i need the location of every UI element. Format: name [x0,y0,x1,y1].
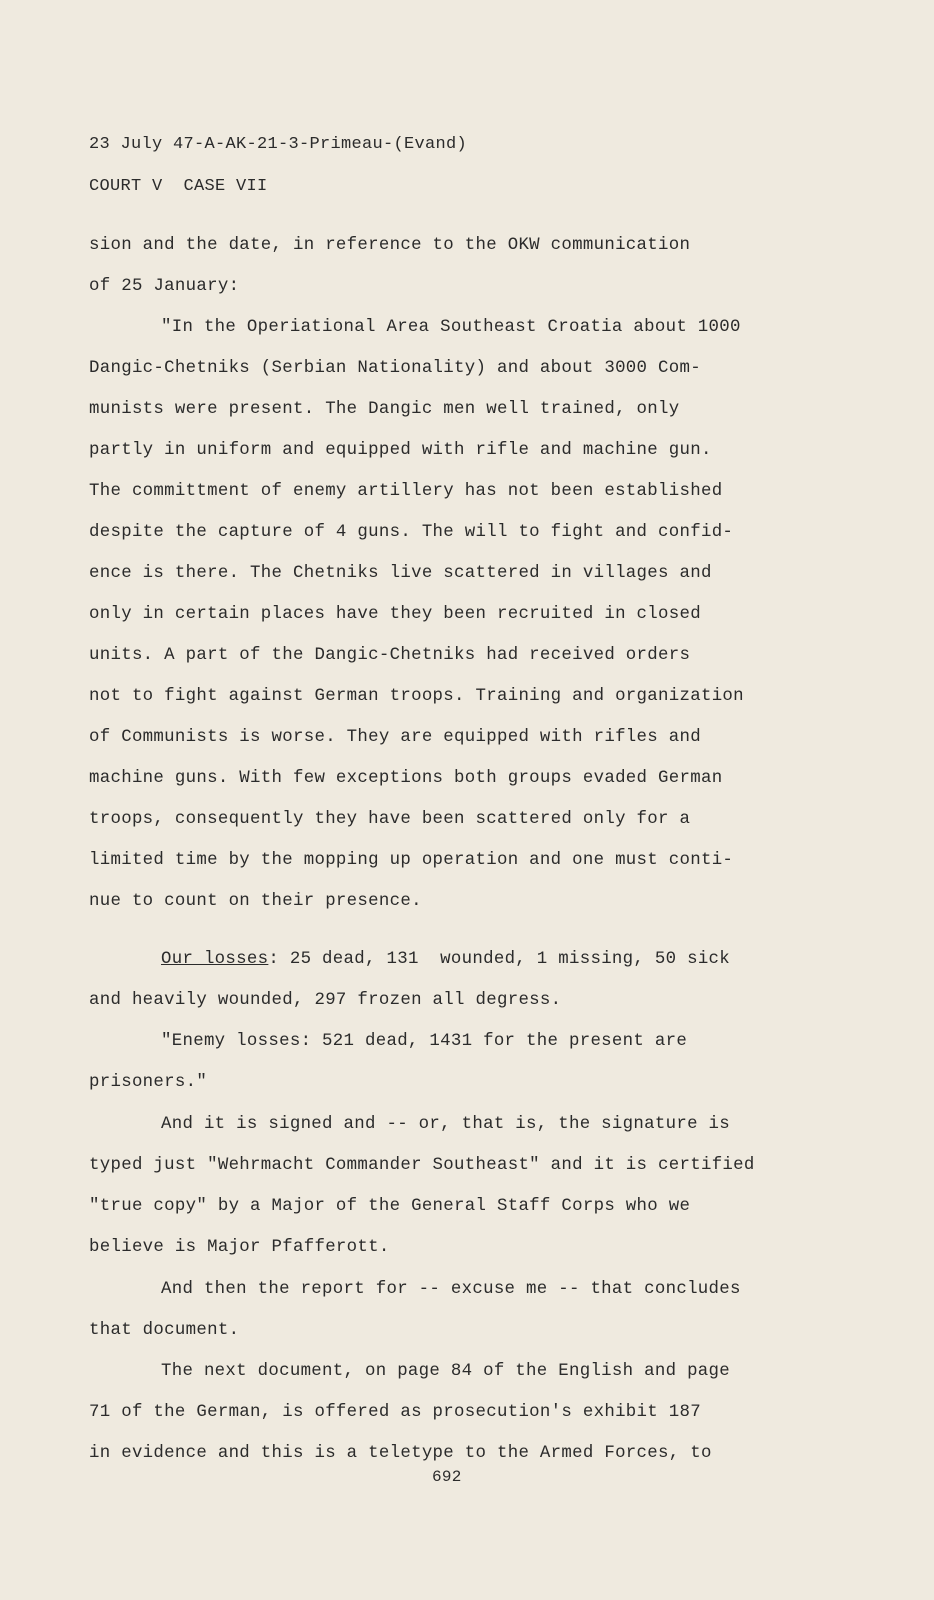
text-line: that document. [89,1321,240,1340]
text-line: ence is there. The Chetniks live scattered in villages and [89,564,712,583]
text-line: "true copy" by a Major of the General Staff Corps who we [89,1197,691,1216]
text-line: And then the report for -- excuse me -- that concludes [161,1280,741,1299]
text-line: typed just "Wehrmacht Commander Southeast" and it is certified [89,1156,755,1175]
text-line: despite the capture of 4 guns. The will to fight and confid- [89,523,734,542]
text-line: machine guns. With few exceptions both groups evaded German [89,769,723,788]
losses-line [161,950,730,969]
text-line: in evidence and this is a teletype to the Armed Forces, to [89,1444,712,1463]
text-line: sion and the date, in reference to the OKW communication [89,236,691,255]
header-reference: 23 July 47-A-AK-21-3-Primeau-(Evand) [89,135,468,154]
text-line: "Enemy losses: 521 dead, 1431 for the present are [161,1032,688,1051]
header-court-case: COURT V CASE VII [89,177,268,196]
text-line: The committment of enemy artillery has not been established [89,482,723,501]
text-line: The next document, on page 84 of the English and page [161,1362,731,1381]
text-line: of 25 January: [89,277,240,296]
text-line: munists were present. The Dangic men well trained, only [89,400,680,419]
text-line: nue to count on their presence. [89,892,422,911]
page-number: 692 [432,1468,462,1486]
losses-label: Our losses [161,950,269,969]
text-line: not to fight against German troops. Training and organization [89,687,744,706]
losses-text: : 25 dead, 131 wounded, 1 missing, 50 sick [268,950,731,969]
text-line: limited time by the mopping up operation and one must conti- [89,851,734,870]
text-line: 71 of the German, is offered as prosecution's exhibit 187 [89,1403,701,1422]
text-line: of Communists is worse. They are equipped with rifles and [89,728,701,747]
text-line: only in certain places have they been recruited in closed [89,605,701,624]
text-line: Dangic-Chetniks (Serbian Nationality) and about 3000 Com- [89,359,701,378]
text-line: units. A part of the Dangic-Chetniks had received orders [89,646,691,665]
text-line: believe is Major Pfafferott. [89,1238,390,1257]
text-line: prisoners." [89,1073,208,1092]
text-line: partly in uniform and equipped with rifle and machine gun. [89,441,712,460]
text-line: "In the Operiational Area Southeast Croatia about 1000 [161,318,741,337]
text-line: And it is signed and -- or, that is, the signature is [161,1115,731,1134]
text-line: troops, consequently they have been scattered only for a [89,810,691,829]
text-line: and heavily wounded, 297 frozen all degress. [89,991,562,1010]
